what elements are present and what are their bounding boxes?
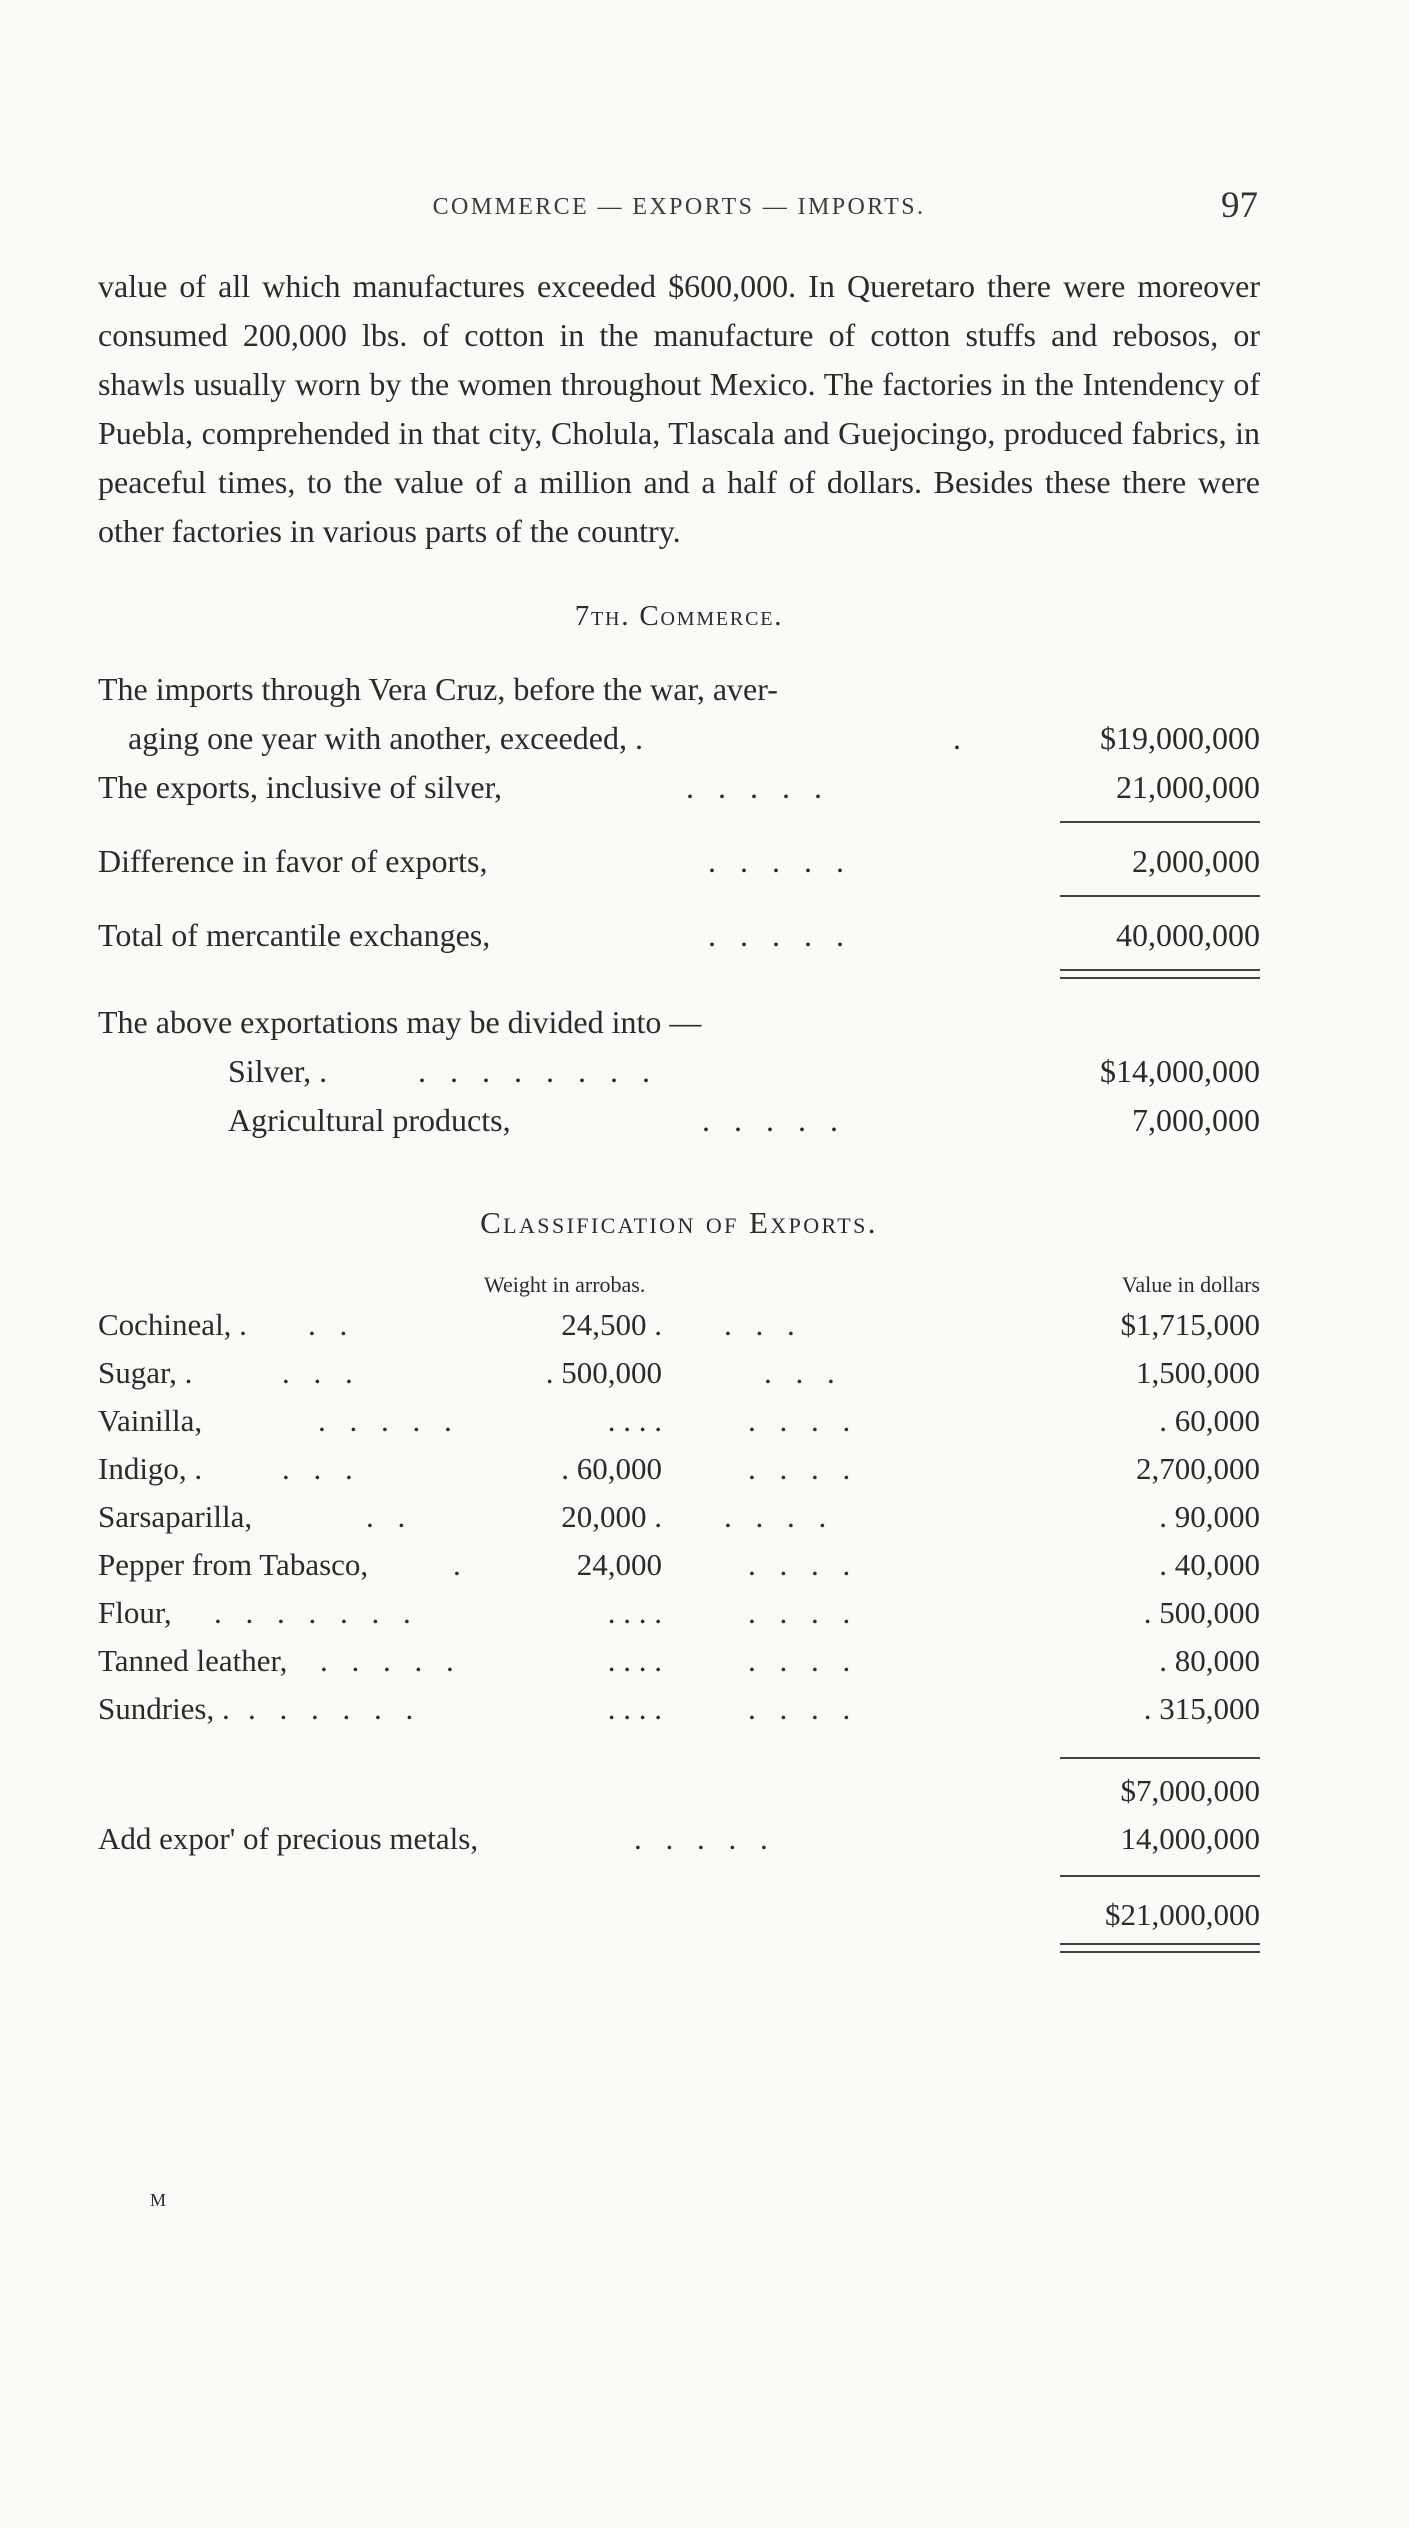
export-item-value: . 315,000 — [1143, 1691, 1260, 1726]
export-item-weight: . . . . — [607, 1595, 662, 1630]
export-item-label: Sundries, . — [98, 1691, 230, 1726]
commerce-row-label: The imports through Vera Cruz, before the war, aver- — [98, 671, 778, 707]
export-item-dots-left: . . . — [282, 1355, 361, 1390]
subtotal-rule — [1060, 1757, 1260, 1759]
export-item-value: 1,500,000 — [1136, 1355, 1260, 1390]
table-row — [98, 1397, 1260, 1445]
export-item-value: . 60,000 — [1159, 1403, 1260, 1438]
commerce-row — [98, 1096, 1260, 1145]
export-subtotal-value: $7,000,000 — [1120, 1773, 1260, 1808]
export-item-weight: . . . . — [607, 1403, 662, 1438]
export-item-label: Vainilla, — [98, 1403, 203, 1438]
export-item-dots-right: . . . . — [748, 1643, 859, 1678]
commerce-row-label: Agricultural products, — [228, 1102, 511, 1138]
commerce-row-value: 7,000,000 — [1132, 1102, 1260, 1138]
export-item-dots-left: . . . . . . . — [214, 1595, 419, 1630]
commerce-row-value: 2,000,000 — [1132, 843, 1260, 879]
commerce-row — [98, 1047, 1260, 1096]
commerce-row-label: The above exportations may be divided into — — [98, 1004, 702, 1040]
export-item-weight: . . . . — [607, 1643, 662, 1678]
table-row — [98, 1685, 1260, 1733]
precious-metals-row — [98, 1815, 1260, 1863]
export-item-dots-right: . . . . — [748, 1691, 859, 1726]
page-number: 97 — [1221, 185, 1258, 226]
export-item-dots-left: . . — [366, 1499, 414, 1534]
commerce-row — [98, 763, 1260, 812]
commerce-row-value: 40,000,000 — [1116, 917, 1260, 953]
export-item-dots-left: . . . . . — [320, 1643, 462, 1678]
export-item-value: . 80,000 — [1159, 1643, 1260, 1678]
export-item-weight: . 500,000 — [545, 1355, 662, 1390]
commerce-row-label: Total of mercantile exchanges, — [98, 917, 491, 953]
export-item-dots-right: . . . . — [748, 1547, 859, 1582]
export-item-weight: 24,000 — [576, 1547, 662, 1582]
export-item-label: Cochineal, . — [98, 1307, 247, 1342]
classification-header — [98, 1269, 1260, 1301]
commerce-row-dots: . . . . . — [708, 917, 852, 953]
commerce-row — [98, 665, 1260, 714]
export-item-value: $1,715,000 — [1120, 1307, 1260, 1342]
commerce-row-label: Silver, . — [228, 1053, 328, 1089]
grand-total-rule — [1060, 1875, 1260, 1877]
export-item-weight: . 60,000 — [561, 1451, 662, 1486]
commerce-row-label: Difference in favor of exports, — [98, 843, 488, 879]
precious-metals-label: Add expor' of precious metals, — [98, 1821, 479, 1856]
subtotal-rule — [1060, 895, 1260, 897]
commerce-row-dots: . — [953, 720, 969, 756]
table-row — [98, 1637, 1260, 1685]
table-row — [98, 1493, 1260, 1541]
commerce-heading: 7th. Commerce. — [574, 600, 784, 632]
value-column-header: Value in dollars — [1121, 1272, 1260, 1297]
export-item-label: Sugar, . — [98, 1355, 193, 1390]
export-item-label: Sarsaparilla, — [98, 1499, 253, 1534]
precious-metals-dots: . . . . . — [634, 1821, 776, 1856]
export-item-dots-right: . . . . — [748, 1451, 859, 1486]
export-item-dots-right: . . . — [724, 1307, 803, 1342]
export-item-value: . 90,000 — [1159, 1499, 1260, 1534]
grand-total-double-rule — [1060, 1943, 1260, 1953]
subtotal-rule — [1060, 821, 1260, 823]
commerce-row — [98, 998, 1260, 1047]
commerce-row-value: $19,000,000 — [1100, 720, 1260, 756]
commerce-row — [98, 911, 1260, 960]
commerce-row-value: 21,000,000 — [1116, 769, 1260, 805]
table-row — [98, 1589, 1260, 1637]
export-item-dots-right: . . . — [764, 1355, 843, 1390]
export-item-dots-left: . . . . . . — [248, 1691, 422, 1726]
export-item-label: Flour, — [98, 1595, 172, 1630]
export-item-dots-right: . . . . — [724, 1499, 835, 1534]
export-item-label: Tanned leather, — [98, 1643, 288, 1678]
export-item-dots-left: . . — [308, 1307, 356, 1342]
export-item-value: 2,700,000 — [1136, 1451, 1260, 1486]
export-item-label: Pepper from Tabasco, — [98, 1547, 369, 1582]
commerce-row — [98, 837, 1260, 886]
commerce-row-value: $14,000,000 — [1100, 1053, 1260, 1089]
running-head-title: COMMERCE — EXPORTS — IMPORTS. — [432, 194, 926, 220]
precious-metals-value: 14,000,000 — [1120, 1821, 1260, 1856]
commerce-row-label: The exports, inclusive of silver, — [98, 769, 502, 805]
commerce-row — [98, 714, 1260, 763]
grand-total-value: $21,000,000 — [1105, 1897, 1260, 1932]
weight-column-header: Weight in arrobas. — [484, 1272, 646, 1297]
commerce-row-dots: . . . . . — [686, 769, 830, 805]
commerce-row-dots: . . . . . — [702, 1102, 846, 1138]
subtotal-row — [98, 1767, 1260, 1815]
table-row — [98, 1349, 1260, 1397]
export-item-label: Indigo, . — [98, 1451, 203, 1486]
commerce-row-dots: . . . . . — [708, 843, 852, 879]
export-item-value: . 500,000 — [1143, 1595, 1260, 1630]
export-item-dots-left: . . . — [282, 1451, 361, 1486]
total-double-rule — [1060, 969, 1260, 979]
export-item-dots-left: . . . . . — [318, 1403, 460, 1438]
export-item-weight: . . . . — [607, 1691, 662, 1726]
commerce-row-dots: . . . . . . . . — [418, 1053, 658, 1089]
intro-paragraph: value of all which manufactures exceeded $600,000. In Queretaro there were moreover consumed 200,000 lbs. of cotton in the manufacture of cotton stuffs and rebosos, or shawls usually worn by the women throughout Mexico. The factories in the Intendency of Puebla, comprehended in that city, Cholula, Tlascala and Guejocingo, produced fabrics, in peaceful times, to the value of a million and a half of dollars. Besides these there were other factories in various parts of the country. — [98, 268, 1260, 549]
export-item-value: . 40,000 — [1159, 1547, 1260, 1582]
export-item-weight: 20,000 . — [561, 1499, 662, 1534]
table-row — [98, 1445, 1260, 1493]
export-item-dots-right: . . . . — [748, 1403, 859, 1438]
export-item-dots-left: . — [453, 1547, 469, 1582]
table-row — [98, 1301, 1260, 1349]
table-row — [98, 1541, 1260, 1589]
running-head — [98, 185, 1260, 238]
export-item-dots-right: . . . . — [748, 1595, 859, 1630]
commerce-row-label: aging one year with another, exceeded, . — [128, 720, 643, 756]
classification-title: Classification of Exports. — [480, 1205, 878, 1240]
book-page — [98, 185, 1260, 1939]
signature-mark: M — [150, 2190, 168, 2210]
grand-total-row — [98, 1891, 1260, 1939]
export-item-weight: 24,500 . — [561, 1307, 662, 1342]
